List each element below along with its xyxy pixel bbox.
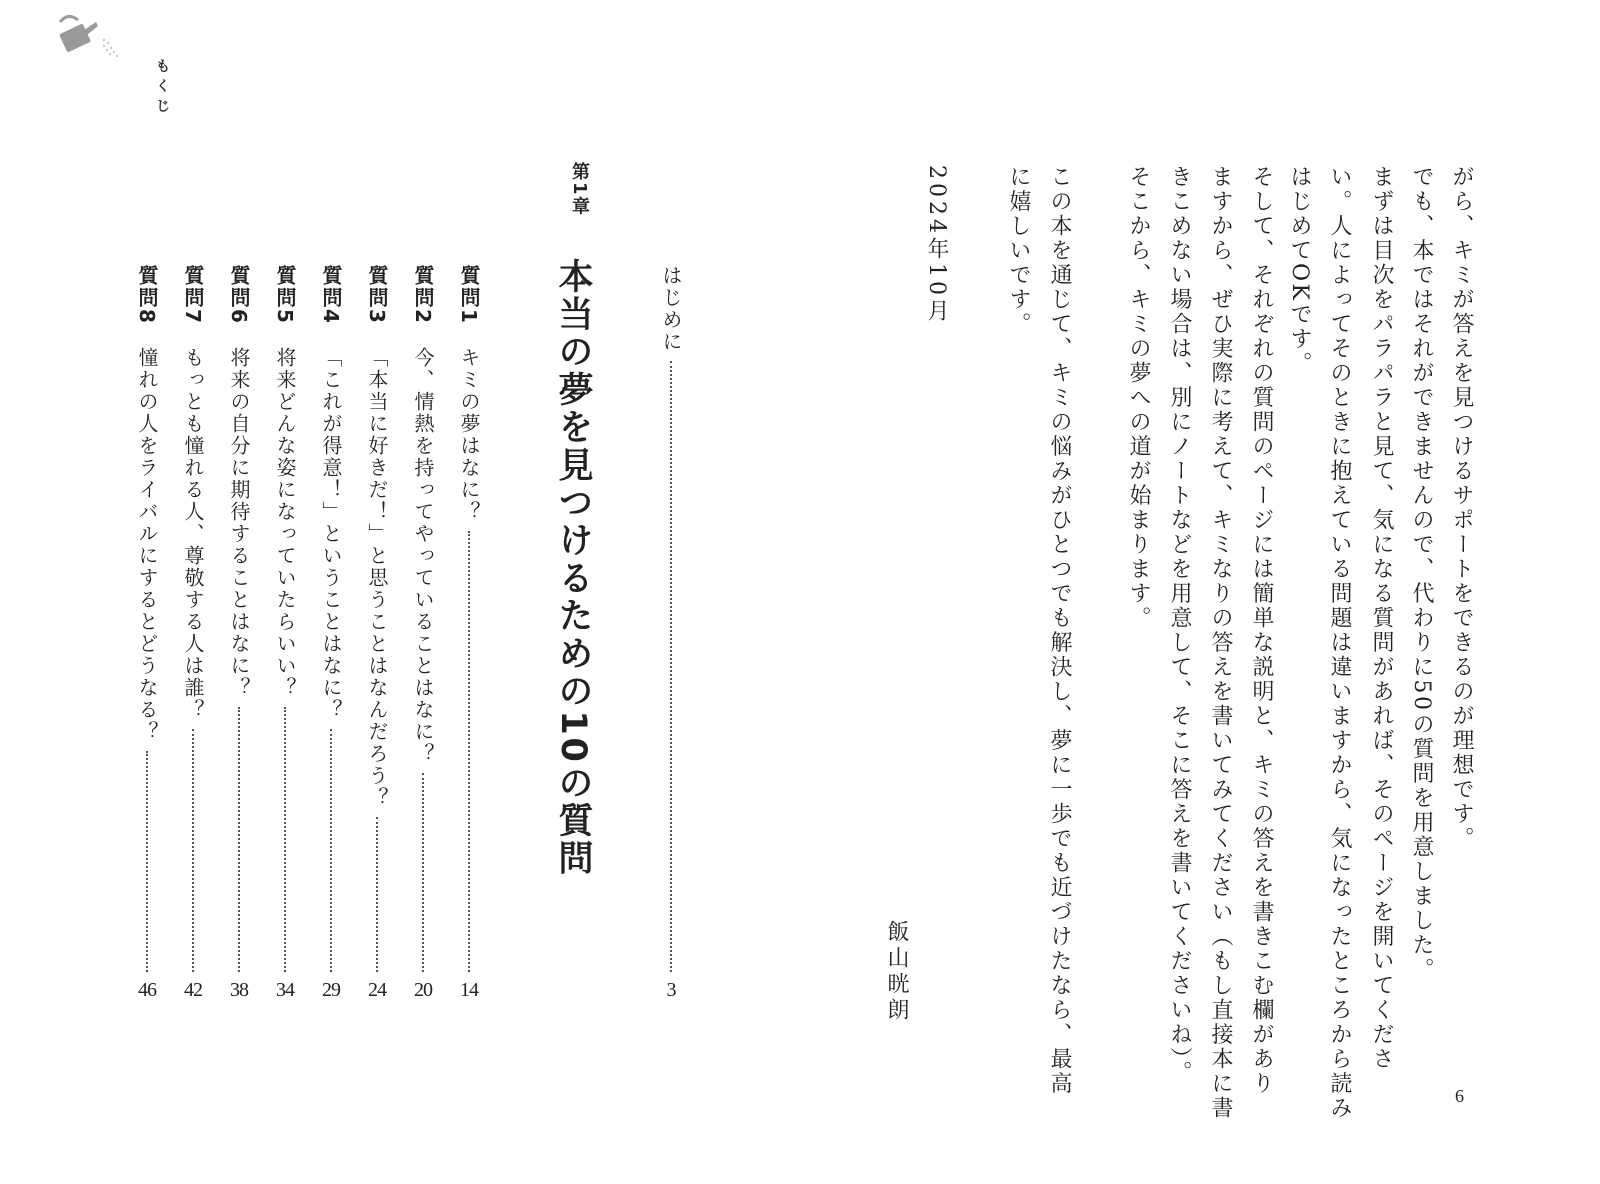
preface-line: い。人によってそのときに抱えている問題は違いますから、気になったところから読み: [1327, 165, 1352, 1121]
toc-entry[interactable]: [226, 265, 252, 1000]
toc-entry-intro[interactable]: [658, 265, 684, 1000]
question-number: 質問4: [319, 265, 343, 325]
toc-entry-title: もっとも憧れる人、尊敬する人は誰？: [181, 346, 205, 721]
toc-entry-title: 今、情熱を持ってやっていることはなに？: [411, 346, 435, 765]
toc-page-number: 3: [666, 979, 676, 1001]
toc-entry-title: キミの夢はなに？: [457, 346, 481, 523]
chapter-title: 本当の夢を見つけるための10の質問: [553, 258, 593, 878]
preface-line: でも、本ではそれができませんので、代わりに50の質問を用意しました。: [1409, 165, 1434, 982]
toc-page-number: 42: [184, 979, 202, 1001]
dot-leader: [284, 707, 286, 972]
dot-leader: [238, 707, 240, 972]
question-number: 質問6: [227, 265, 251, 325]
chapter-label: 第1章: [569, 162, 590, 217]
question-number: 質問3: [365, 265, 389, 325]
dot-leader: [192, 729, 194, 972]
section-header: [56, 12, 176, 115]
toc-entry[interactable]: [134, 265, 160, 1000]
question-number: 質問2: [411, 265, 435, 325]
toc-entry-title: 「これが得意！」ということはなに？: [319, 346, 343, 721]
toc-entry[interactable]: [410, 265, 436, 1000]
preface-line: そして、それぞれの質問のページには簡単な説明と、キミの答えを書きこむ欄があり: [1249, 165, 1274, 1096]
dot-leader: [670, 361, 672, 972]
author-name: 飯山晄朗: [884, 920, 909, 1024]
preface-line: ますから、ぜひ実際に考えて、キミなりの答えを書いてみてください（もし直接本に書: [1208, 165, 1233, 1121]
toc-entry[interactable]: [318, 265, 344, 1000]
toc-entry-title: 「本当に好きだ！」と思うことはなんだろう？: [365, 346, 389, 809]
toc-entry[interactable]: [364, 265, 390, 1000]
preface-line: はじめてOKです。: [1287, 165, 1312, 376]
dot-leader: [146, 751, 148, 972]
toc-entry-title: はじめに: [659, 265, 683, 353]
question-number: 質問7: [181, 265, 205, 325]
toc-page-number: 29: [322, 979, 340, 1001]
preface-line: そこから、キミの夢への道が始まります。: [1126, 165, 1151, 631]
toc-page-number: 46: [138, 979, 156, 1001]
dot-leader: [330, 729, 332, 972]
dot-leader: [422, 773, 424, 972]
toc-page-number: 20: [414, 979, 432, 1001]
section-label: もくじ: [156, 59, 176, 115]
question-number: 質問5: [273, 265, 297, 325]
preface-line: まずは目次をパラパラと見て、気になる質問があれば、そのページを開いてくださ: [1369, 165, 1394, 1072]
toc-entry-title: 将来の自分に期待することはなに？: [227, 346, 251, 699]
toc-page-number: 14: [460, 979, 478, 1001]
toc-entry-title: 将来どんな姿になっていたらいい？: [273, 346, 297, 699]
toc-entry[interactable]: [456, 265, 482, 1000]
question-number: 質問8: [135, 265, 159, 325]
dot-leader: [376, 817, 378, 972]
toc-entry[interactable]: [272, 265, 298, 1000]
toc-page-number: 24: [368, 979, 386, 1001]
toc-entry-title: 憧れの人をライバルにするとどうなる？: [135, 346, 159, 743]
watering-can-icon: [56, 12, 152, 62]
toc-page-number: 38: [230, 979, 248, 1001]
question-number: 質問1: [457, 265, 481, 325]
preface-line: に嬉しいです。: [1006, 165, 1031, 337]
toc-entry[interactable]: [180, 265, 206, 1000]
preface-date: 2024年10月: [924, 165, 949, 325]
preface-line: この本を通じて、キミの悩みがひとつでも解決し、夢に一歩でも近づけたなら、最高: [1047, 165, 1072, 1096]
toc-page-number: 34: [276, 979, 294, 1001]
page-number: 6: [1455, 1086, 1464, 1106]
dot-leader: [468, 531, 470, 972]
preface-line: がら、キミが答えを見つけるサポートをできるのが理想です。: [1449, 165, 1474, 851]
preface-line: きこめない場合は、別にノートなどを用意して、そこに答えを書いてくださいね）。: [1167, 165, 1192, 1085]
